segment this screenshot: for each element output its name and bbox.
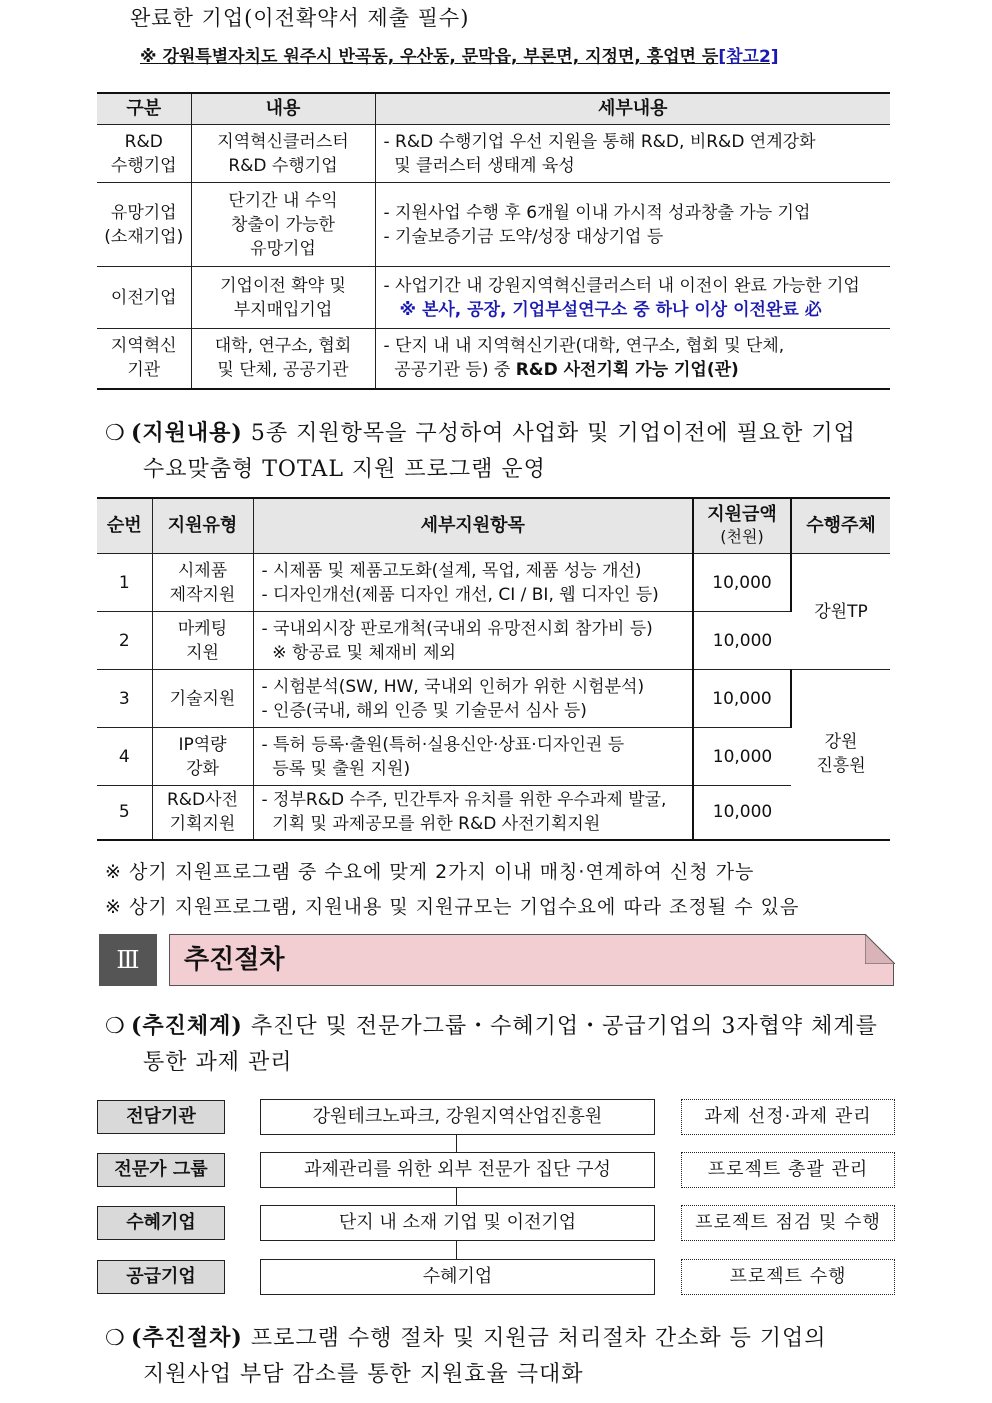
procedure-paragraph <box>105 1320 905 1393</box>
row-no: 1 <box>97 554 152 612</box>
row-category: 지역혁신 기관 <box>97 329 191 389</box>
procedure-text: 프로그램 수행 절차 및 지원금 처리절차 간소화 등 기업의 <box>242 1326 827 1351</box>
row-category: 이전기업 <box>97 267 191 329</box>
org-gangwon-tp: 강원TP <box>791 554 890 670</box>
row-detail: - 지원사업 수행 후 6개월 이내 가시적 성과창출 가능 기업 - 기술보증기금 도약/성장 대상기업 등 <box>375 183 890 267</box>
row-category: R&D 수행기업 <box>97 125 191 183</box>
row-items: - 국내외시장 판로개척(국내외 유망전시회 참가비 등) ※ 항공료 및 체재비 제외 <box>253 612 693 670</box>
row-content: 기업이전 확약 및 부지매입기업 <box>191 267 375 329</box>
row-detail: - 단지 내 내 지역혁신기관(대학, 연구소, 협회 및 단체, 공공기관 등) 중 R&D 사전기획 가능 기업(관) <box>375 329 890 389</box>
note-1: ※ 상기 지원프로그램 중 수요에 맞게 2가지 이내 매칭·연계하여 신청 가능 <box>105 861 755 883</box>
section-title: 추진절차 <box>169 934 894 986</box>
region-note-text: ※ 강원특별자치도 원주시 반곡동, 우산동, 문막읍, 부론면, 지정면, 흥업면 등 <box>140 47 719 67</box>
org-gangwon-agency: 강원 진흥원 <box>791 670 890 840</box>
table-row <box>97 267 890 329</box>
support-paragraph <box>105 415 905 488</box>
table-row <box>97 554 890 612</box>
note-2: ※ 상기 지원프로그램, 지원내용 및 지원규모는 기업수요에 따라 조정될 수 있음 <box>105 896 800 918</box>
page-fold-icon <box>865 934 895 964</box>
table-row <box>97 786 890 840</box>
intro-region-note <box>140 42 779 67</box>
flow-role-beneficiary: 프로젝트 점검 및 수행 <box>681 1205 895 1241</box>
row-content: 단기간 내 수익 창출이 가능한 유망기업 <box>191 183 375 267</box>
system-text: 추진단 및 전문가그룹・수혜기업・공급기업의 3자협약 체계를 <box>242 1014 878 1039</box>
support-label: (지원내용) <box>131 420 243 446</box>
table-row <box>97 612 890 670</box>
header-category: 구분 <box>97 93 191 125</box>
row-type: 마케팅 지원 <box>152 612 253 670</box>
header-type: 지원유형 <box>152 498 253 554</box>
row-amount: 10,000 <box>693 786 791 840</box>
row-no: 2 <box>97 612 152 670</box>
row-items: - 시험분석(SW, HW, 국내외 인허가 위한 시험분석) - 인증(국내, 해외 인증 및 기술문서 심사 등) <box>253 670 693 728</box>
procedure-label: (추진절차) <box>131 1325 243 1351</box>
row-content: 지역혁신클러스터 R&D 수행기업 <box>191 125 375 183</box>
intro-line1: 완료한 기업(이전확약서 제출 필수) <box>130 6 470 30</box>
row-detail: - R&D 수행기업 우선 지원을 통해 R&D, 비R&D 연계강화 및 클러스터 생태계 육성 <box>375 125 890 183</box>
eligibility-table <box>97 92 890 390</box>
flow-role-agency: 과제 선정·과제 관리 <box>681 1099 895 1135</box>
header-no: 순번 <box>97 498 152 554</box>
table-header-row <box>97 498 890 554</box>
row-detail: - 사업기간 내 강원지역혁신클러스터 내 이전이 완료 가능한 기업 ※ 본사, 공장, 기업부설연구소 중 하나 이상 이전완료 必 <box>375 267 890 329</box>
row-content: 대학, 연구소, 협회 및 단체, 공공기관 <box>191 329 375 389</box>
flow-role-supplier: 프로젝트 수행 <box>681 1259 895 1295</box>
system-paragraph <box>105 1008 905 1081</box>
header-detail: 세부내용 <box>375 93 890 125</box>
row-no: 5 <box>97 786 152 840</box>
bullet-marker: ❍ <box>105 1014 126 1039</box>
flow-middle-supplier: 수혜기업 <box>260 1259 655 1295</box>
row-amount: 10,000 <box>693 728 791 786</box>
section-number: Ⅲ <box>99 934 157 986</box>
row-items: - 시제품 및 제품고도화(설계, 목업, 제품 성능 개선) - 디자인개선(제품 디자인 개선, CI / BI, 웹 디자인 등) <box>253 554 693 612</box>
reference-link[interactable]: [참고2] <box>718 47 779 67</box>
row-type: R&D사전 기획지원 <box>152 786 253 840</box>
header-org: 수행주체 <box>791 498 890 554</box>
flow-middle-expert: 과제관리를 위한 외부 전문가 집단 구성 <box>260 1152 655 1188</box>
row-amount: 10,000 <box>693 612 791 670</box>
row-category: 유망기업 (소재기업) <box>97 183 191 267</box>
table-row <box>97 183 890 267</box>
row-items: - 정부R&D 수주, 민간투자 유치를 위한 우수과제 발굴, 기획 및 과제공모를 위한 R&D 사전기획지원 <box>253 786 693 840</box>
header-content: 내용 <box>191 93 375 125</box>
table-row <box>97 329 890 389</box>
header-amount: 지원금액 (천원) <box>693 498 791 554</box>
row-no: 4 <box>97 728 152 786</box>
row-amount: 10,000 <box>693 554 791 612</box>
row-no: 3 <box>97 670 152 728</box>
flow-label-agency: 전담기관 <box>97 1100 225 1134</box>
header-items: 세부지원항목 <box>253 498 693 554</box>
row-type: 시제품 제작지원 <box>152 554 253 612</box>
table-row <box>97 670 890 728</box>
flow-role-expert: 프로젝트 총괄 관리 <box>681 1152 895 1188</box>
row-items: - 특허 등록·출원(특허·실용신안·상표·디자인권 등 등록 및 출원 지원) <box>253 728 693 786</box>
support-text-2: 수요맞춤형 TOTAL 지원 프로그램 운영 <box>143 457 546 482</box>
table-row <box>97 125 890 183</box>
bullet-marker: ❍ <box>105 1326 126 1351</box>
table-header-row <box>97 93 890 125</box>
flow-middle-agency: 강원테크노파크, 강원지역산업진흥원 <box>260 1099 655 1135</box>
bullet-marker: ❍ <box>105 421 126 446</box>
system-label: (추진체계) <box>131 1013 243 1039</box>
system-text-2: 통한 과제 관리 <box>143 1050 293 1075</box>
flow-label-expert: 전문가 그룹 <box>97 1153 225 1187</box>
support-text: 5종 지원항목을 구성하여 사업화 및 기업이전에 필요한 기업 <box>242 421 856 446</box>
relocation-note: ※ 본사, 공장, 기업부설연구소 중 하나 이상 이전완료 必 <box>399 299 822 320</box>
row-type: IP역량 강화 <box>152 728 253 786</box>
flow-label-supplier: 공급기업 <box>97 1260 225 1294</box>
flow-label-beneficiary: 수혜기업 <box>97 1206 225 1240</box>
table-row <box>97 728 890 786</box>
support-items-table <box>97 497 890 841</box>
row-type: 기술지원 <box>152 670 253 728</box>
flow-middle-beneficiary: 단지 내 소재 기업 및 이전기업 <box>260 1205 655 1241</box>
row-amount: 10,000 <box>693 670 791 728</box>
procedure-text-2: 지원사업 부담 감소를 통한 지원효율 극대화 <box>143 1362 584 1387</box>
